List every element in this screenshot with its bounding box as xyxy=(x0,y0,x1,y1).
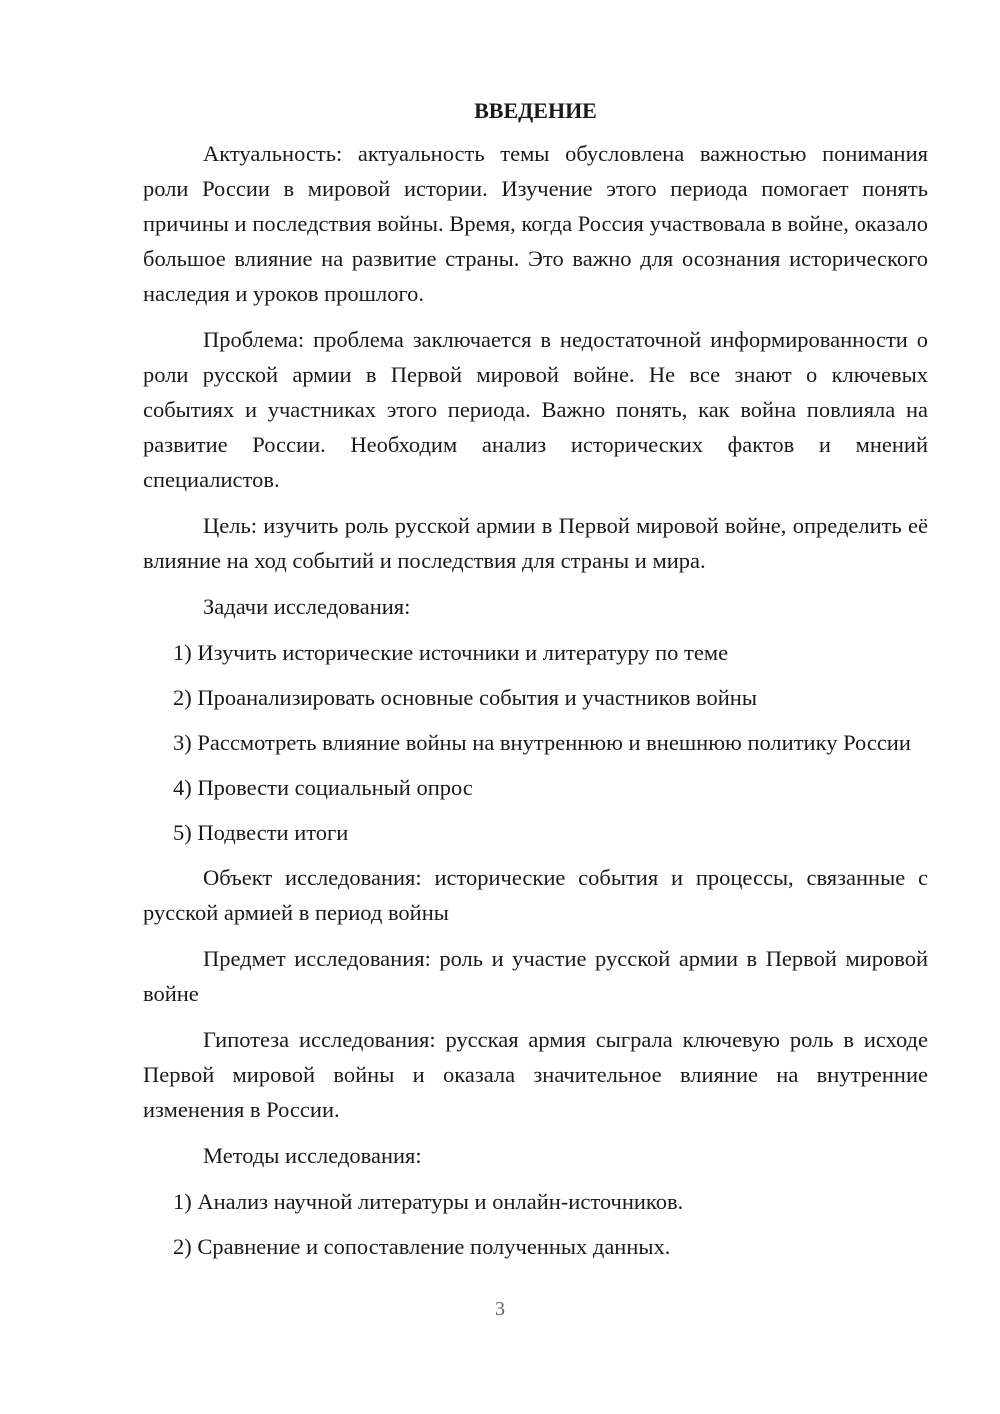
document-page xyxy=(143,96,928,1274)
task-item: 2) Проанализировать основные события и участников войны xyxy=(173,685,757,710)
goal-paragraph: Цель: изучить роль русской армии в Первой мировой войне, определить её влияние на ход событий и последствия для страны и мира. xyxy=(143,513,928,573)
method-item: 1) Анализ научной литературы и онлайн-источников. xyxy=(173,1189,684,1214)
problem-paragraph: Проблема: проблема заключается в недостаточной информированности о роли русской армии в Первой мировой войне. Не все знают о ключевых событиях и участниках этого периода. Важно понять, как война повлияла на развитие России. Необходим анализ исторических фактов и мнений специалистов. xyxy=(143,327,928,492)
tasks-heading: Задачи исследования: xyxy=(203,594,411,619)
page-title: ВВЕДЕНИЕ xyxy=(474,98,597,123)
task-item: 1) Изучить исторические источники и литературу по теме xyxy=(173,640,729,665)
task-item: 3) Рассмотреть влияние войны на внутреннюю и внешнюю политику России xyxy=(173,730,911,755)
page-number: 3 xyxy=(495,1298,505,1320)
task-item: 5) Подвести итоги xyxy=(173,820,349,845)
subject-paragraph: Предмет исследования: роль и участие русской армии в Первой мировой войне xyxy=(143,946,928,1006)
object-paragraph: Объект исследования: исторические события и процессы, связанные с русской армией в период войны xyxy=(143,865,928,925)
task-item: 4) Провести социальный опрос xyxy=(173,775,473,800)
hypothesis-paragraph: Гипотеза исследования: русская армия сыграла ключевую роль в исходе Первой мировой войны и оказала значительное влияние на внутренние изменения в России. xyxy=(143,1027,928,1122)
methods-heading: Методы исследования: xyxy=(203,1143,422,1168)
relevance-paragraph: Актуальность: актуальность темы обусловлена важностью понимания роли России в мировой истории. Изучение этого периода помогает понять причины и последствия войны. Время, когда Россия участвовала в войне, оказало большое влияние на развитие страны. Это важно для осознания исторического наследия и уроков прошлого. xyxy=(143,141,928,306)
method-item: 2) Сравнение и сопоставление полученных данных. xyxy=(173,1234,671,1259)
